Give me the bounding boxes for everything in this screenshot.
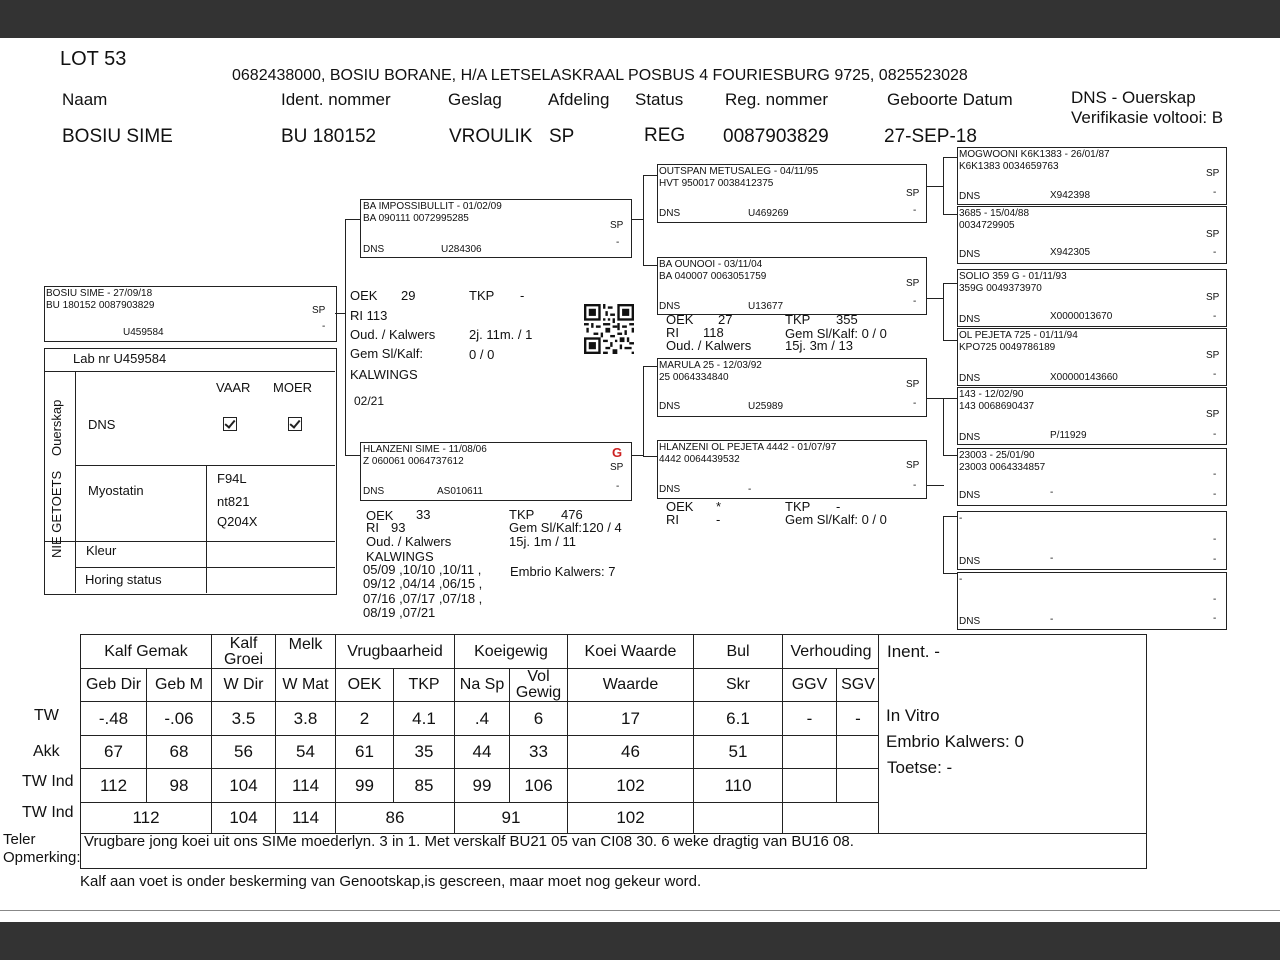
myostatin-value: Q204X bbox=[217, 514, 258, 529]
ggp-dash: - bbox=[1213, 489, 1217, 500]
perf-tkp-value: - bbox=[520, 288, 525, 303]
sire-code: U284306 bbox=[441, 244, 482, 255]
twind-value: 110 bbox=[694, 769, 783, 803]
gp-dns: DNS bbox=[659, 484, 681, 495]
gp-title: OUTSPAN METUSALEG - 04/11/95 bbox=[659, 166, 819, 177]
label-geslag: Geslag bbox=[448, 90, 502, 109]
label-status: Status bbox=[635, 90, 684, 109]
dd-ri-value: - bbox=[716, 512, 721, 527]
perf-tkp-label: TKP bbox=[469, 288, 495, 303]
ggp-dns: DNS bbox=[959, 490, 981, 501]
myostatin-value: nt821 bbox=[217, 494, 250, 509]
remarks-text: Vrugbare jong koei uit ons SIMe moederlyn. 3 in 1. Met verskalf BU21 05 van CI08 30. 6 weke dragtig van BU16 08. bbox=[84, 833, 854, 850]
gp-dns: DNS bbox=[659, 208, 681, 219]
test-divider bbox=[75, 371, 76, 593]
dam-dns: DNS bbox=[363, 486, 385, 497]
sire-sp: SP bbox=[610, 220, 624, 231]
pedigree-connector bbox=[943, 340, 957, 341]
gp-dash: - bbox=[913, 205, 917, 216]
twind-value bbox=[783, 769, 837, 803]
remarks-label-opmerking: Opmerking: bbox=[3, 849, 81, 866]
ggp-dash: - bbox=[1213, 534, 1217, 545]
grandparent-box-ds bbox=[657, 358, 927, 417]
ggp-sp: SP bbox=[1206, 292, 1220, 303]
test-divider bbox=[44, 371, 335, 372]
ggp-dash: - bbox=[1213, 247, 1217, 258]
great-grandparent-box bbox=[957, 572, 1227, 630]
dd-tkp-label: TKP bbox=[785, 499, 811, 514]
sire-title: BA IMPOSSIBULLIT - 01/02/09 bbox=[363, 201, 502, 212]
pedigree-connector bbox=[643, 265, 657, 266]
pedigree-connector bbox=[630, 455, 644, 456]
ggp-ident: 359G 0049373970 bbox=[959, 283, 1042, 294]
group-header: Vrugbaarheid bbox=[336, 635, 455, 669]
ggp-dns: DNS bbox=[959, 556, 981, 567]
toetse-label: Toetse: - bbox=[887, 758, 953, 777]
perf-oud-label: Oud. / Kalwers bbox=[350, 327, 436, 342]
great-grandparent-box bbox=[957, 448, 1227, 506]
ggp-ident: 143 0068690437 bbox=[959, 401, 1035, 412]
dd-oek-value: * bbox=[716, 499, 722, 514]
gp-dash: - bbox=[913, 480, 917, 491]
dam-kalwing-dates: 07/16 ,07/17 ,07/18 , bbox=[363, 591, 483, 606]
ggp-sp: SP bbox=[1206, 168, 1220, 179]
ggp-code: - bbox=[1050, 614, 1054, 625]
lot-number: LOT 53 bbox=[60, 48, 127, 70]
dam-ri-value: 93 bbox=[391, 520, 406, 535]
ggp-dash: - bbox=[1213, 187, 1217, 198]
dns-test-label: DNS bbox=[88, 417, 116, 432]
tw-value: 3.8 bbox=[276, 702, 336, 736]
sd-gem: Gem Sl/Kalf: 0 / 0 bbox=[785, 326, 887, 341]
ggp-title: MOGWOONI K6K1383 - 26/01/87 bbox=[959, 149, 1110, 160]
test-divider bbox=[44, 541, 335, 542]
gp-title: MARULA 25 - 12/03/92 bbox=[659, 360, 762, 371]
ggp-sp: SP bbox=[1206, 350, 1220, 361]
tw-value: 6.1 bbox=[694, 702, 783, 736]
perf-kalwings: KALWINGS bbox=[350, 367, 418, 382]
sd-oek-value: 27 bbox=[718, 312, 733, 327]
ggp-dash: - bbox=[1213, 469, 1217, 480]
akk-value: 44 bbox=[455, 736, 510, 769]
tw-value: 6 bbox=[510, 702, 568, 736]
gp-dash: - bbox=[913, 398, 917, 409]
ggp-dns: DNS bbox=[959, 314, 981, 325]
column-header: TKP bbox=[394, 669, 455, 702]
animal-box bbox=[44, 286, 337, 342]
embrio-label: Embrio Kalwers: 0 bbox=[886, 732, 1024, 751]
perf-oek-label: OEK bbox=[350, 288, 378, 303]
label-afdeling: Afdeling bbox=[548, 90, 610, 109]
twind-value: 99 bbox=[336, 769, 394, 803]
dam-code: AS010611 bbox=[437, 486, 483, 497]
pedigree-connector bbox=[943, 516, 957, 517]
value-reg: 0087903829 bbox=[723, 126, 829, 147]
tw-value: -.48 bbox=[81, 702, 147, 736]
ggp-code: X942305 bbox=[1050, 247, 1091, 258]
group-header: Bul bbox=[694, 635, 783, 669]
gp-title: HLANZENI OL PEJETA 4442 - 01/07/97 bbox=[659, 442, 837, 453]
sire-dns: DNS bbox=[363, 244, 385, 255]
tw-value: 3.5 bbox=[212, 702, 276, 736]
dam-title: HLANZENI SIME - 11/08/06 bbox=[363, 444, 487, 455]
ggp-dns: DNS bbox=[959, 616, 981, 627]
gp-code: U25989 bbox=[748, 401, 784, 412]
akk-value: 33 bbox=[510, 736, 568, 769]
twind2-value: 86 bbox=[336, 803, 455, 834]
tw-value: 17 bbox=[568, 702, 694, 736]
gp-ident: HVT 950017 0038412375 bbox=[659, 178, 774, 189]
akk-value bbox=[837, 736, 880, 769]
pedigree-connector bbox=[943, 283, 944, 340]
pedigree-connector bbox=[925, 398, 944, 399]
pedigree-connector bbox=[943, 398, 944, 455]
owner-address: 0682438000, BOSIU BORANE, H/A LETSELASKRAAL POSBUS 4 FOURIESBURG 9725, 0825523028 bbox=[232, 67, 968, 84]
pedigree-connector bbox=[643, 366, 657, 367]
ggp-ident: 23003 0064334857 bbox=[959, 462, 1046, 473]
value-afdeling: SP bbox=[549, 126, 575, 147]
great-grandparent-box bbox=[957, 269, 1227, 327]
column-header: Vol Gewig bbox=[510, 669, 568, 702]
value-geslag: VROULIK bbox=[449, 126, 533, 147]
pedigree-connector bbox=[335, 313, 346, 314]
twind2-value: 104 bbox=[212, 803, 276, 834]
akk-value: 46 bbox=[568, 736, 694, 769]
grandparent-box-sd bbox=[657, 257, 927, 315]
test-divider bbox=[206, 465, 207, 593]
bottom-rule bbox=[0, 910, 1280, 911]
dam-ri-label: RI bbox=[366, 520, 379, 535]
ggp-code: X942398 bbox=[1050, 190, 1091, 201]
column-header: Geb Dir bbox=[81, 669, 147, 702]
tw-value: - bbox=[837, 702, 880, 736]
moer-check-icon bbox=[288, 417, 302, 431]
pedigree-connector bbox=[643, 366, 644, 456]
gp-ident: 4442 0064439532 bbox=[659, 454, 740, 465]
twind-value: 104 bbox=[212, 769, 276, 803]
label-dns: DNS - Ouerskap bbox=[1071, 88, 1196, 107]
dam-kalwing-dates: 08/19 ,07/21 bbox=[363, 605, 436, 620]
tw-value: -.06 bbox=[147, 702, 212, 736]
ggp-title: - bbox=[959, 574, 963, 585]
ggp-code: - bbox=[1050, 487, 1054, 498]
dam-ident: Z 060061 0064737612 bbox=[363, 456, 464, 467]
dd-oek-label: OEK bbox=[666, 499, 694, 514]
dam-box bbox=[360, 442, 632, 501]
pedigree-connector bbox=[925, 485, 944, 486]
horing-label: Horing status bbox=[85, 572, 162, 587]
gp-dash: - bbox=[913, 296, 917, 307]
grandparent-box-dd bbox=[657, 440, 927, 499]
ggp-code: X00000143660 bbox=[1050, 372, 1118, 383]
pedigree-connector bbox=[943, 516, 944, 573]
column-header: OEK bbox=[336, 669, 394, 702]
row-label-twind2: TW Ind bbox=[22, 804, 74, 821]
twind2-value: 91 bbox=[455, 803, 568, 834]
pedigree-connector bbox=[943, 455, 957, 456]
gp-sp: SP bbox=[906, 188, 920, 199]
pedigree-connector bbox=[630, 219, 644, 220]
ggp-dns: DNS bbox=[959, 191, 981, 202]
dam-oud-label: Oud. / Kalwers bbox=[366, 534, 452, 549]
twind2-value: 114 bbox=[276, 803, 336, 834]
value-status: REG bbox=[644, 125, 686, 146]
dd-ri-label: RI bbox=[666, 512, 679, 527]
column-header: Waarde bbox=[568, 669, 694, 702]
akk-value: 51 bbox=[694, 736, 783, 769]
value-naam: BOSIU SIME bbox=[62, 126, 173, 147]
animal-code: U459584 bbox=[123, 327, 164, 338]
label-ident: Ident. nommer bbox=[281, 90, 391, 109]
gp-code: U469269 bbox=[748, 208, 789, 219]
column-header: Geb M bbox=[147, 669, 212, 702]
ggp-sp: SP bbox=[1206, 229, 1220, 240]
great-grandparent-box bbox=[957, 511, 1227, 570]
animal-sp: SP bbox=[312, 305, 326, 316]
invitro-label: In Vitro bbox=[886, 706, 940, 725]
sd-tkp-label: TKP bbox=[785, 312, 811, 327]
myostatin-label: Myostatin bbox=[88, 483, 144, 498]
dd-tkp-value: - bbox=[836, 499, 841, 514]
dam-sp: SP bbox=[610, 462, 624, 473]
label-geboorte: Geboorte Datum bbox=[887, 90, 1013, 109]
dam-kalwing-dates: 09/12 ,04/14 ,06/15 , bbox=[363, 576, 483, 591]
column-header: SGV bbox=[837, 669, 880, 702]
twind2-value: 102 bbox=[568, 803, 694, 834]
ggp-code: P/11929 bbox=[1050, 430, 1087, 441]
twind-value bbox=[837, 769, 880, 803]
tw-value: 4.1 bbox=[394, 702, 455, 736]
moer-label: MOER bbox=[273, 380, 312, 395]
ggp-title: OL PEJETA 725 - 01/11/94 bbox=[959, 330, 1078, 341]
gp-title: BA OUNOOI - 03/11/04 bbox=[659, 259, 763, 270]
pedigree-connector bbox=[943, 214, 957, 215]
society-logo-icon: G bbox=[612, 445, 623, 460]
pedigree-connector bbox=[943, 283, 957, 284]
akk-value: 61 bbox=[336, 736, 394, 769]
ggp-ident: KPO725 0049786189 bbox=[959, 342, 1056, 353]
pedigree-connector bbox=[925, 186, 944, 187]
pedigree-connector bbox=[643, 175, 657, 176]
gp-sp: SP bbox=[906, 278, 920, 289]
gp-dns: DNS bbox=[659, 301, 681, 312]
great-grandparent-box bbox=[957, 147, 1227, 205]
twind-value: 102 bbox=[568, 769, 694, 803]
column-header: W Dir bbox=[212, 669, 276, 702]
group-header: Melk bbox=[276, 635, 336, 669]
pedigree-connector bbox=[643, 175, 644, 265]
column-header: Na Sp bbox=[455, 669, 510, 702]
gp-code: U13677 bbox=[748, 301, 784, 312]
ggp-dns: DNS bbox=[959, 373, 981, 384]
remarks-label-teler: Teler bbox=[3, 831, 36, 848]
twind-value: 114 bbox=[276, 769, 336, 803]
animal-ident: BU 180152 0087903829 bbox=[46, 300, 155, 311]
kleur-label: Kleur bbox=[86, 543, 117, 558]
label-naam: Naam bbox=[62, 90, 108, 109]
ggp-title: SOLIO 359 G - 01/11/93 bbox=[959, 271, 1067, 282]
ggp-ident: K6K1383 0034659763 bbox=[959, 161, 1059, 172]
group-header: Koeigewig bbox=[455, 635, 568, 669]
great-grandparent-box bbox=[957, 206, 1227, 264]
sire-box bbox=[360, 199, 632, 258]
value-geboorte: 27-SEP-18 bbox=[884, 126, 977, 147]
great-grandparent-box bbox=[957, 328, 1227, 386]
nie-getoets-label: NIE GETOETS bbox=[49, 470, 64, 558]
tw-value: .4 bbox=[455, 702, 510, 736]
qr-code-icon bbox=[583, 304, 635, 354]
perf-gem-label: Gem Sl/Kalf: bbox=[350, 346, 423, 361]
akk-value: 56 bbox=[212, 736, 276, 769]
perf-oek-value: 29 bbox=[401, 288, 416, 303]
gp-dns: DNS bbox=[659, 401, 681, 412]
group-header: Koei Waarde bbox=[568, 635, 694, 669]
dam-oek-label: OEK bbox=[366, 508, 394, 523]
ggp-code: - bbox=[1050, 553, 1054, 564]
row-label-twind: TW Ind bbox=[22, 773, 74, 790]
inent-label: Inent. - bbox=[887, 642, 940, 661]
dam-kalwing-dates: 05/09 ,10/10 ,10/11 , bbox=[363, 562, 482, 577]
vaar-check-icon bbox=[223, 417, 237, 431]
bottom-bar bbox=[0, 922, 1280, 960]
twind2-value: 112 bbox=[81, 803, 212, 834]
dam-oek-value: 33 bbox=[416, 507, 431, 522]
ggp-dash: - bbox=[1213, 613, 1217, 624]
dam-dash: - bbox=[616, 481, 620, 492]
ggp-dash: - bbox=[1213, 554, 1217, 565]
ggp-dns: DNS bbox=[959, 432, 981, 443]
akk-value: 67 bbox=[81, 736, 147, 769]
ggp-dash: - bbox=[1213, 369, 1217, 380]
gp-sp: SP bbox=[906, 379, 920, 390]
animal-dash: - bbox=[322, 321, 326, 332]
gp-sp: SP bbox=[906, 460, 920, 471]
akk-value: 54 bbox=[276, 736, 336, 769]
gp-code: - bbox=[748, 484, 752, 495]
perf-gem-value: 0 / 0 bbox=[469, 347, 495, 362]
grandparent-box-ss bbox=[657, 164, 927, 223]
gp-ident: BA 040007 0063051759 bbox=[659, 271, 767, 282]
twind-value: 85 bbox=[394, 769, 455, 803]
top-bar bbox=[0, 0, 1280, 38]
dam-oud-value: 15j. 1m / 11 bbox=[509, 534, 576, 549]
perf-ri: RI 113 bbox=[350, 308, 388, 323]
label-verifikasie: Verifikasie voltooi: B bbox=[1071, 108, 1224, 127]
sire-ident: BA 090111 0072995285 bbox=[363, 213, 469, 224]
gp-ident: 25 0064334840 bbox=[659, 372, 729, 383]
twind-value: 106 bbox=[510, 769, 568, 803]
sd-tkp-value: 355 bbox=[836, 312, 858, 327]
perf-kalwing-date: 02/21 bbox=[354, 394, 385, 408]
tw-value: - bbox=[783, 702, 837, 736]
ggp-ident: 0034729905 bbox=[959, 220, 1015, 231]
sd-ri-label: RI bbox=[666, 325, 679, 340]
column-header: GGV bbox=[783, 669, 837, 702]
footer-note: Kalf aan voet is onder beskerming van Genootskap,is gescreen, maar moet nog gekeur word. bbox=[80, 873, 702, 890]
row-label-akk: Akk bbox=[33, 743, 60, 760]
vaar-label: VAAR bbox=[216, 380, 251, 395]
ggp-title: 23003 - 25/01/90 bbox=[959, 450, 1035, 461]
group-header: Kalf Groei bbox=[212, 635, 276, 669]
pedigree-connector bbox=[345, 219, 346, 455]
pedigree-connector bbox=[345, 219, 360, 220]
dam-embrio: Embrio Kalwers: 7 bbox=[510, 564, 616, 579]
row-label-tw: TW bbox=[34, 707, 59, 724]
pedigree-connector bbox=[345, 455, 360, 456]
group-header: Kalf Gemak bbox=[81, 635, 212, 669]
twind-value: 112 bbox=[81, 769, 147, 803]
lab-nr: Lab nr U459584 bbox=[73, 351, 167, 366]
myostatin-value: F94L bbox=[217, 471, 247, 486]
tw-value: 2 bbox=[336, 702, 394, 736]
pedigree-connector bbox=[643, 456, 657, 457]
label-reg: Reg. nommer bbox=[725, 90, 828, 109]
column-header: Skr bbox=[694, 669, 783, 702]
ggp-title: 3685 - 15/04/88 bbox=[959, 208, 1030, 219]
ggp-title: - bbox=[959, 513, 963, 524]
sd-oud-label: Oud. / Kalwers bbox=[666, 338, 752, 353]
sd-ri-value: 118 bbox=[703, 325, 724, 340]
ggp-dash: - bbox=[1213, 311, 1217, 322]
group-header: Verhouding bbox=[783, 635, 880, 669]
ggp-dns: DNS bbox=[959, 249, 981, 260]
sire-dash: - bbox=[616, 237, 620, 248]
ouerskap-label: Ouerskap bbox=[49, 399, 64, 456]
twind-value: 99 bbox=[455, 769, 510, 803]
dd-gem: Gem Sl/Kalf: 0 / 0 bbox=[785, 512, 887, 527]
akk-value bbox=[783, 736, 837, 769]
sd-oud-value: 15j. 3m / 13 bbox=[785, 338, 853, 353]
twind-value: 98 bbox=[147, 769, 212, 803]
sd-oek-label: OEK bbox=[666, 312, 694, 327]
value-ident: BU 180152 bbox=[281, 126, 377, 147]
akk-value: 68 bbox=[147, 736, 212, 769]
dam-tkp-value: 476 bbox=[561, 507, 583, 522]
dam-gem: Gem Sl/Kalf:120 / 4 bbox=[509, 520, 622, 535]
ggp-dash: - bbox=[1213, 429, 1217, 440]
great-grandparent-box bbox=[957, 387, 1227, 445]
ggp-sp: SP bbox=[1206, 409, 1220, 420]
ggp-code: X0000013670 bbox=[1050, 311, 1113, 322]
pedigree-connector bbox=[925, 298, 944, 299]
animal-title: BOSIU SIME - 27/09/18 bbox=[46, 288, 153, 299]
perf-oud-value: 2j. 11m. / 1 bbox=[469, 327, 533, 342]
pedigree-connector bbox=[943, 398, 957, 399]
pedigree-connector bbox=[943, 573, 957, 574]
akk-value: 35 bbox=[394, 736, 455, 769]
pedigree-connector bbox=[943, 157, 957, 158]
ggp-title: 143 - 12/02/90 bbox=[959, 389, 1024, 400]
ggp-dash: - bbox=[1213, 594, 1217, 605]
dam-tkp-label: TKP bbox=[509, 507, 535, 522]
column-header: W Mat bbox=[276, 669, 336, 702]
dam-kalwings: KALWINGS bbox=[366, 549, 434, 564]
breeding-values-table bbox=[80, 634, 880, 834]
